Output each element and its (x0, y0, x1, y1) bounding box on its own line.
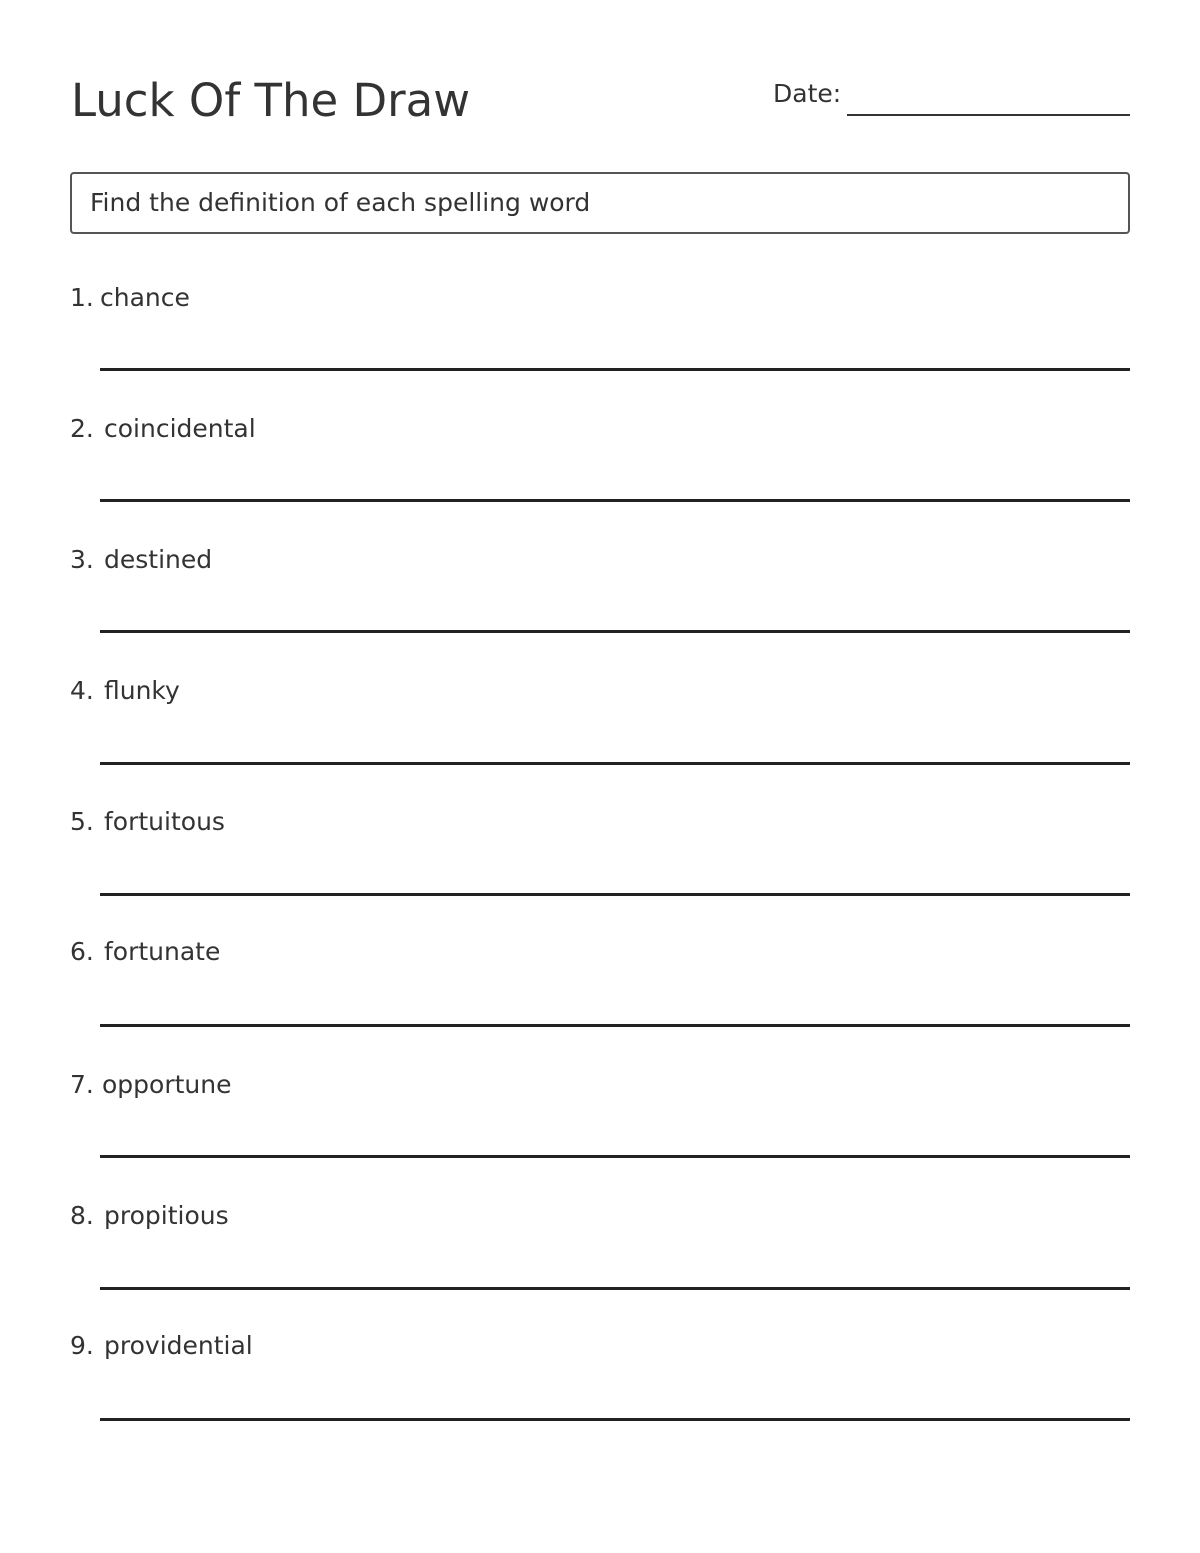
answer-line[interactable] (100, 368, 1130, 371)
item-number: 7. (70, 1070, 94, 1099)
answer-line[interactable] (100, 893, 1130, 896)
list-item (70, 1200, 1130, 1310)
item-number: 5. (70, 807, 94, 836)
list-item (70, 675, 1130, 785)
spelling-word: fortuitous (104, 807, 225, 836)
answer-line[interactable] (100, 1418, 1130, 1421)
item-number: 3. (70, 545, 94, 574)
list-item (70, 1069, 1130, 1179)
spelling-word: coincidental (104, 414, 256, 443)
item-number: 6. (70, 937, 94, 966)
list-item (70, 413, 1130, 523)
item-number: 1. (70, 283, 94, 312)
answer-line[interactable] (100, 1287, 1130, 1290)
date-label: Date: (773, 79, 842, 108)
list-item (70, 936, 1130, 1046)
answer-line[interactable] (100, 630, 1130, 633)
item-number: 8. (70, 1201, 94, 1230)
instructions-text: Find the definition of each spelling word (90, 188, 591, 217)
spelling-word: chance (100, 283, 190, 312)
spelling-word: opportune (102, 1070, 232, 1099)
list-item (70, 282, 1130, 392)
item-number: 2. (70, 414, 94, 443)
list-item (70, 806, 1130, 916)
answer-line[interactable] (100, 1155, 1130, 1158)
spelling-word: propitious (104, 1201, 229, 1230)
worksheet-title: Luck Of The Draw (71, 74, 471, 127)
spelling-word: fortunate (104, 937, 221, 966)
spelling-word: providential (104, 1331, 253, 1360)
spelling-word: flunky (104, 676, 180, 705)
item-number: 4. (70, 676, 94, 705)
list-item (70, 544, 1130, 654)
item-number: 9. (70, 1331, 94, 1360)
list-item (70, 1330, 1130, 1440)
spelling-word: destined (104, 545, 213, 574)
answer-line[interactable] (100, 499, 1130, 502)
answer-line[interactable] (100, 1024, 1130, 1027)
answer-line[interactable] (100, 762, 1130, 765)
